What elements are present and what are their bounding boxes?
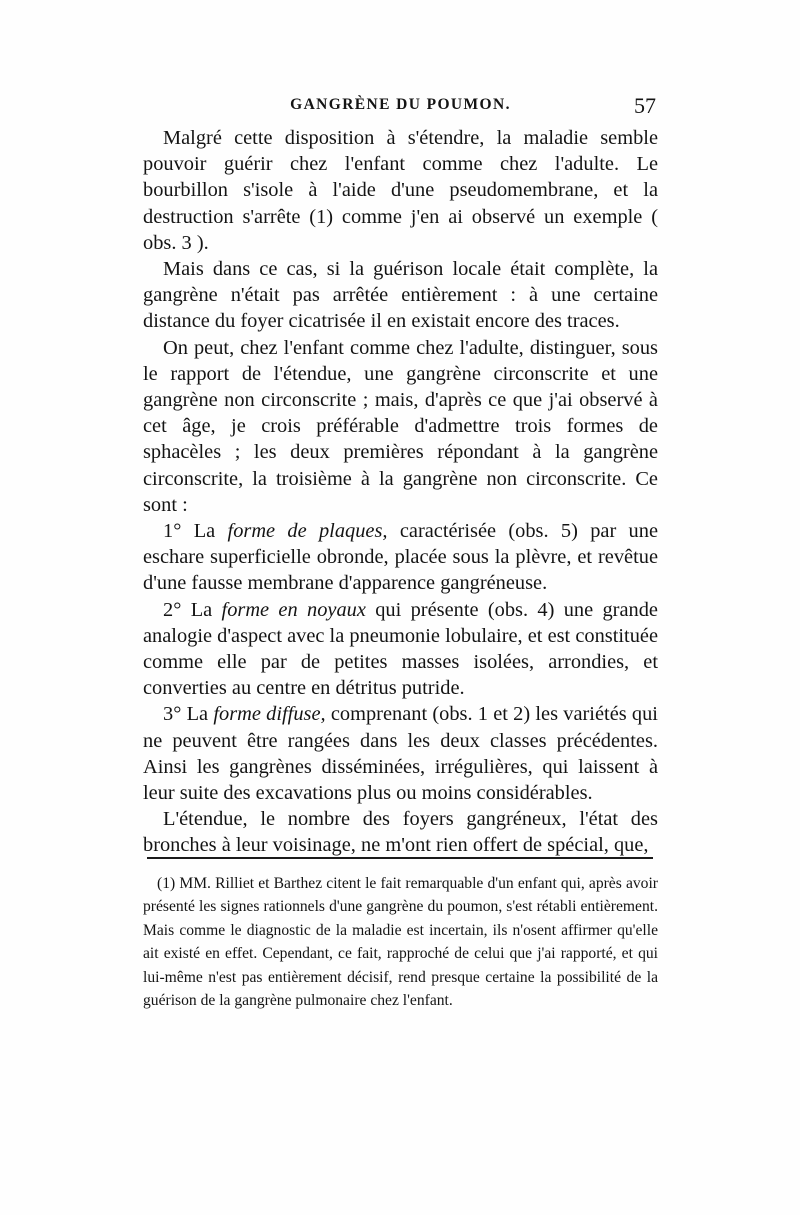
list-item-number: 2° xyxy=(163,598,182,621)
running-head xyxy=(143,93,658,124)
list-item-number: 1° xyxy=(163,520,182,543)
list-item-article: La xyxy=(193,520,216,543)
list-item-article: La xyxy=(186,703,209,726)
list-item-form-diffuse xyxy=(143,701,658,806)
running-title: GANGRÈNE DU POUMON. xyxy=(290,96,511,113)
paragraph-2: Mais dans ce cas, si la guérison locale était complète, la gangrène n'était pas arrêtée entièrement : à une certaine distance du foyer cicatrisée il en existait encore des traces. xyxy=(143,258,658,333)
list-item-number: 3° xyxy=(163,703,182,726)
list-item-term: forme en noyaux xyxy=(221,598,366,621)
body-text xyxy=(143,125,658,859)
footnote-text: (1) MM. Rilliet et Barthez citent le fait remarquable d'un enfant qui, après avoir présenté les signes rationnels d'une gangrène du poumon, s'est rétabli entièrement. Mais comme le diagnostic de la maladie est incertain, ils n'osent affirmer qu'elle ait existé en effet. Cependant, ce fait, rapproché de celui que j'ai rapporté, et qui lui-même n'est pas entièrement décisif, rend presque certaine la possibilité de la guérison de la gangrène pulmonaire chez l'enfant. xyxy=(143,875,658,1010)
paragraph-4: L'étendue, le nombre des foyers gangréneux, l'état des bronches à leur voisinage, ne m'ont rien offert de spécial, que, xyxy=(143,808,658,857)
list-item-form-noyaux xyxy=(143,597,658,702)
list-item-term: forme de plaques, xyxy=(227,520,388,543)
paragraph-3: On peut, chez l'enfant comme chez l'adulte, distinguer, sous le rapport de l'étendue, une gangrène circonscrite et une gangrène non circonscrite ; mais, d'après ce que j'ai observé à cet âge, je crois préférable d'admettre trois formes de sphacèles ; les deux premières répondant à la gangrène circonscrite, la troisième à la gangrène non circonscrite. Ce sont : xyxy=(143,336,658,516)
list-item-text: comprenant (obs. 1 et 2) les variétés qui ne peuvent être rangées dans les deux classes précédentes. Ainsi les gangrènes disséminées, irrégulières, qui laissent à leur suite des excavations plus ou moins considérables. xyxy=(143,703,658,805)
list-item-form-plaques xyxy=(143,518,658,597)
list-item-text: caractérisée (obs. 5) par une eschare superficielle obronde, placée sous la plèvre, et revêtue d'une fausse membrane d'apparence gangréneuse. xyxy=(143,520,658,595)
list-item-term: forme diffuse, xyxy=(213,703,326,726)
list-item-text: qui présente (obs. 4) une grande analogie d'aspect avec la pneumonie lobulaire, et est constituée comme elle par de petites masses isolées, arrondies, et converties au centre en détritus putride. xyxy=(143,598,658,700)
paragraph-1: Malgré cette disposition à s'étendre, la maladie semble pouvoir guérir chez l'enfant comme chez l'adulte. Le bourbillon s'isole à l'aide d'une pseudomembrane, et la destruction s'arrête (1) comme j'en ai observé un exemple ( obs. 3 ). xyxy=(143,127,658,254)
page-number: 57 xyxy=(634,93,656,118)
footnote xyxy=(143,872,658,1012)
list-item-article: La xyxy=(190,598,213,621)
footnote-divider xyxy=(147,857,653,859)
